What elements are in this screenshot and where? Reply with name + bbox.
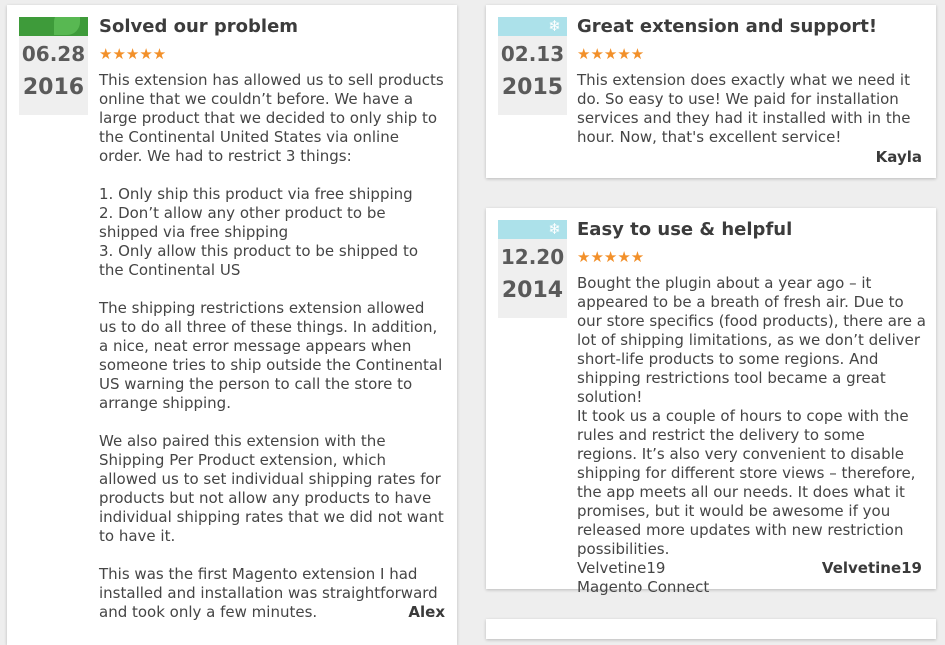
review-card-partial: [486, 619, 936, 639]
review-title: Easy to use & helpful: [577, 219, 793, 240]
review-title: Solved our problem: [99, 16, 299, 37]
snowflake-icon: [498, 220, 567, 239]
review-author: Kayla: [875, 148, 922, 166]
review-author: Alex: [408, 603, 445, 621]
star-rating: ★★★★★: [99, 45, 167, 63]
review-text: Bought the plugin about a year ago – it appeared to be a breath of fresh air. Due to our store specifics (food products), there are a lot of shipping limitations, as we don’t deliver short-life products to some regions. And shipping restrictions tool became a great solution! It took us a couple of hours to cope with the rules and restrict the delivery to some regions. It’s also very convenient to disable shipping for different store views – therefore, the app meets all our needs. It does what it promises, but it would be awesome if you released more updates with new restriction possibilities. Velvetine19 Magento Connect: [577, 274, 926, 596]
review-text: This extension does exactly what we need it do. So easy to use! We paid for installation services and they had it installed with in the hour. Now, that's excellent service!: [577, 71, 911, 146]
review-date-year: 2016: [22, 75, 85, 100]
review-date-day: 06.28: [21, 42, 86, 66]
review-date-year: 2014: [501, 278, 564, 303]
review-date-day: 02.13: [500, 42, 565, 66]
review-text: This extension has allowed us to sell products online that we couldn’t before. We have a large product that we decided to only ship to the Continental United States via online order. We had to restrict 3 things: 1. Only ship this product via free shipping 2. Don’t allow any other product to be shipped via free shipping 3. Only allow this product to be shipped to the Continental US The shipping restrictions extension allowed us to do all three of these things. In addition, a nice, neat error message appears when someone tries to ship outside the Continental US warning the person to call the store to arrange shipping. We also paired this extension with the Shipping Per Product extension, which allowed us to set individual shipping rates for products but not allow any products to have individual shipping rates that we did not want to have it. This was the first Magento extension I had installed and installation was straightforward and took only a few minutes.: [99, 71, 444, 621]
review-title: Great extension and support!: [577, 16, 878, 37]
review-card: [7, 5, 457, 645]
snowflake-icon: [498, 17, 567, 36]
review-card: [486, 208, 936, 596]
review-date-badge: [498, 17, 567, 115]
review-card: [486, 5, 936, 178]
review-date-year: 2015: [501, 75, 564, 100]
leaf-icon: [19, 17, 88, 36]
star-rating: ★★★★★: [577, 45, 645, 63]
review-date-badge: [19, 17, 88, 115]
star-rating: ★★★★★: [577, 248, 645, 266]
review-date-day: 12.20: [500, 245, 565, 269]
review-author: Velvetine19: [821, 559, 922, 577]
review-date-badge: [498, 220, 567, 318]
